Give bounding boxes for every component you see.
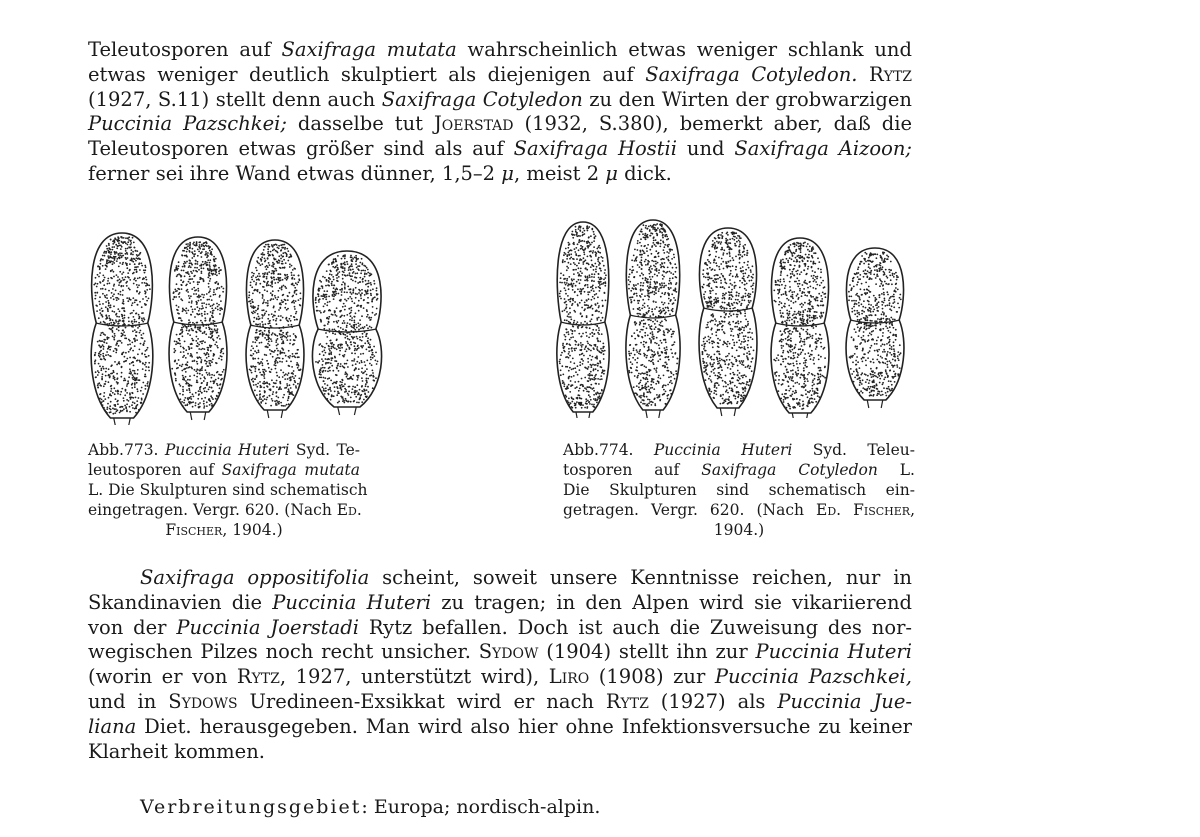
small-caps-name: Rytz <box>869 62 913 86</box>
small-caps-name: Sydow <box>478 640 539 664</box>
text-run <box>858 63 870 86</box>
italic-text: Puccinia Huteri <box>272 590 432 614</box>
italic-text: Saxifraga oppositifolia <box>140 566 370 589</box>
paragraph-saxifraga-oppositifolia <box>88 566 912 764</box>
text-run: wahrscheinlich etwas weniger schlank und <box>456 38 912 61</box>
italic-text: Saxifraga Cotyledon <box>701 461 878 479</box>
italic-text: Puccinia Huteri <box>755 640 912 664</box>
text-run: , 1904.) <box>222 521 283 539</box>
text-run: scheint, soweit unsere Kenntnisse reichen, nur in <box>369 566 912 589</box>
text-run: von der <box>88 615 177 639</box>
small-caps-name: Joerstad <box>433 112 514 136</box>
paragraph-teleutosporen <box>88 38 912 187</box>
italic-text: Saxifraga Aizoon; <box>734 137 912 161</box>
text-run: dasselbe tut <box>286 112 434 136</box>
italic-text: Puccinia Huteri <box>164 441 290 459</box>
caption-figure-774 <box>563 440 915 540</box>
spore-drawing <box>169 237 227 420</box>
text-line <box>563 500 915 520</box>
text-line <box>88 715 912 740</box>
text-line <box>88 520 360 540</box>
italic-text: Puccinia Jue- <box>777 689 912 713</box>
small-caps-name: Fischer <box>165 521 223 539</box>
spore-drawing <box>626 220 680 418</box>
italic-text: Saxifraga mutata <box>221 461 361 479</box>
italic-text: μ <box>605 161 618 185</box>
text-line <box>88 640 912 665</box>
text-run: Uredineen-Exsikkat wird er nach <box>237 689 606 713</box>
text-run: Rytz befallen. Doch ist auch die Zuweisung des nor- <box>359 615 912 639</box>
figure-773-teleutospores <box>85 225 385 425</box>
text-line <box>88 665 912 690</box>
small-caps-name: Sydows <box>168 689 238 713</box>
distribution-line <box>140 796 600 818</box>
distribution-label: Verbreitungsgebiet <box>140 796 362 818</box>
italic-text: μ <box>501 161 514 185</box>
text-run: , meist 2 <box>513 161 606 185</box>
text-line <box>88 460 360 480</box>
text-line <box>88 591 912 616</box>
caption-figure-773 <box>88 440 368 540</box>
text-line <box>88 500 360 520</box>
text-run: Teleutosporen auf <box>88 38 282 61</box>
small-caps-name: Ed. <box>336 501 362 519</box>
text-run: eingetragen. Vergr. 620. (Nach <box>88 501 337 519</box>
text-line <box>88 690 912 715</box>
text-run: Diet. herausgegeben. Man wird also hier ohne Infektionsversuche zu keiner <box>136 714 912 738</box>
spore-drawing <box>699 228 757 416</box>
text-run: (1927, S.11) stellt denn auch <box>88 87 382 111</box>
figure-774-teleutospores <box>550 218 920 418</box>
text-run: zu tragen; in den Alpen wird sie vikariierend <box>431 590 912 614</box>
small-caps-name: Rytz <box>236 665 280 689</box>
text-run: und in <box>88 689 169 713</box>
italic-text: Puccinia Pazschkei; <box>88 112 287 136</box>
distribution-value: : Europa; nordisch-alpin. <box>361 796 601 818</box>
text-line <box>88 162 912 187</box>
italic-text: Puccinia Huteri <box>653 441 793 459</box>
small-caps-name: Liro <box>548 665 590 689</box>
text-run: ferner sei ihre Wand etwas dünner, 1,5–2 <box>88 161 502 185</box>
text-line <box>88 63 912 88</box>
text-line <box>88 440 360 460</box>
text-line <box>563 440 915 460</box>
text-run: (1932, S.380), bemerkt aber, daß die <box>513 112 913 136</box>
text-run: etwas weniger deutlich skulptiert als diejenigen auf <box>88 62 646 86</box>
italic-text: Saxifraga mutata <box>281 38 457 61</box>
text-run: Syd. Te- <box>289 441 361 459</box>
spore-drawing <box>246 240 304 418</box>
italic-text: Saxifraga Cotyledon. <box>645 62 858 86</box>
spore-drawing <box>312 251 381 415</box>
text-line <box>88 616 912 641</box>
text-run: leutosporen auf <box>88 461 222 479</box>
text-run: L. <box>877 461 915 479</box>
text-run: Abb.773. <box>88 441 165 459</box>
text-run: Syd. Teleu- <box>792 441 915 459</box>
italic-text: liana <box>88 714 137 738</box>
spore-drawing <box>91 233 153 425</box>
text-run: und <box>677 137 735 161</box>
spore-drawing <box>771 238 829 418</box>
text-line <box>563 480 915 500</box>
text-run: Klarheit kommen. <box>88 739 265 763</box>
small-caps-name: Rytz <box>605 689 649 713</box>
text-run: (1904) stellt ihn zur <box>538 640 756 664</box>
text-run: getragen. Vergr. 620. (Nach <box>563 501 817 519</box>
text-line <box>88 88 912 113</box>
text-run: L. Die Skulpturen sind schematisch <box>88 481 368 499</box>
text-line <box>563 520 915 540</box>
text-run: Die Skulpturen sind schematisch ein- <box>563 481 915 499</box>
text-run: (1908) zur <box>589 665 715 689</box>
text-line <box>88 480 368 500</box>
text-run: (worin er von <box>88 665 237 689</box>
spore-drawing <box>846 248 904 408</box>
text-line <box>88 566 912 591</box>
text-run: , <box>910 501 915 519</box>
text-run: dick. <box>617 161 672 185</box>
italic-text: Puccinia Joerstadi <box>176 615 359 639</box>
text-run: Teleutosporen etwas größer sind als auf <box>88 137 514 161</box>
text-run: (1927) als <box>648 689 778 713</box>
text-line <box>88 38 912 63</box>
text-run: tosporen auf <box>563 461 702 479</box>
italic-text: Puccinia Pazschkei, <box>714 665 912 689</box>
italic-text: Saxifraga Hostii <box>513 137 678 161</box>
text-line <box>88 112 912 137</box>
text-run: wegischen Pilzes noch recht unsicher. <box>88 640 479 664</box>
text-line <box>88 740 912 765</box>
text-run: Skandinavien die <box>88 590 273 614</box>
text-run: , 1927, unterstützt wird), <box>279 665 549 689</box>
text-run: zu den Wirten der grobwarzigen <box>582 87 912 111</box>
small-caps-name: Ed. Fischer <box>816 501 911 519</box>
italic-text: Saxifraga Cotyledon <box>381 87 583 111</box>
spore-drawing <box>557 222 609 418</box>
text-line <box>88 137 912 162</box>
text-run: Abb.774. <box>563 441 654 459</box>
text-line <box>563 460 915 480</box>
text-run: 1904.) <box>713 521 765 539</box>
